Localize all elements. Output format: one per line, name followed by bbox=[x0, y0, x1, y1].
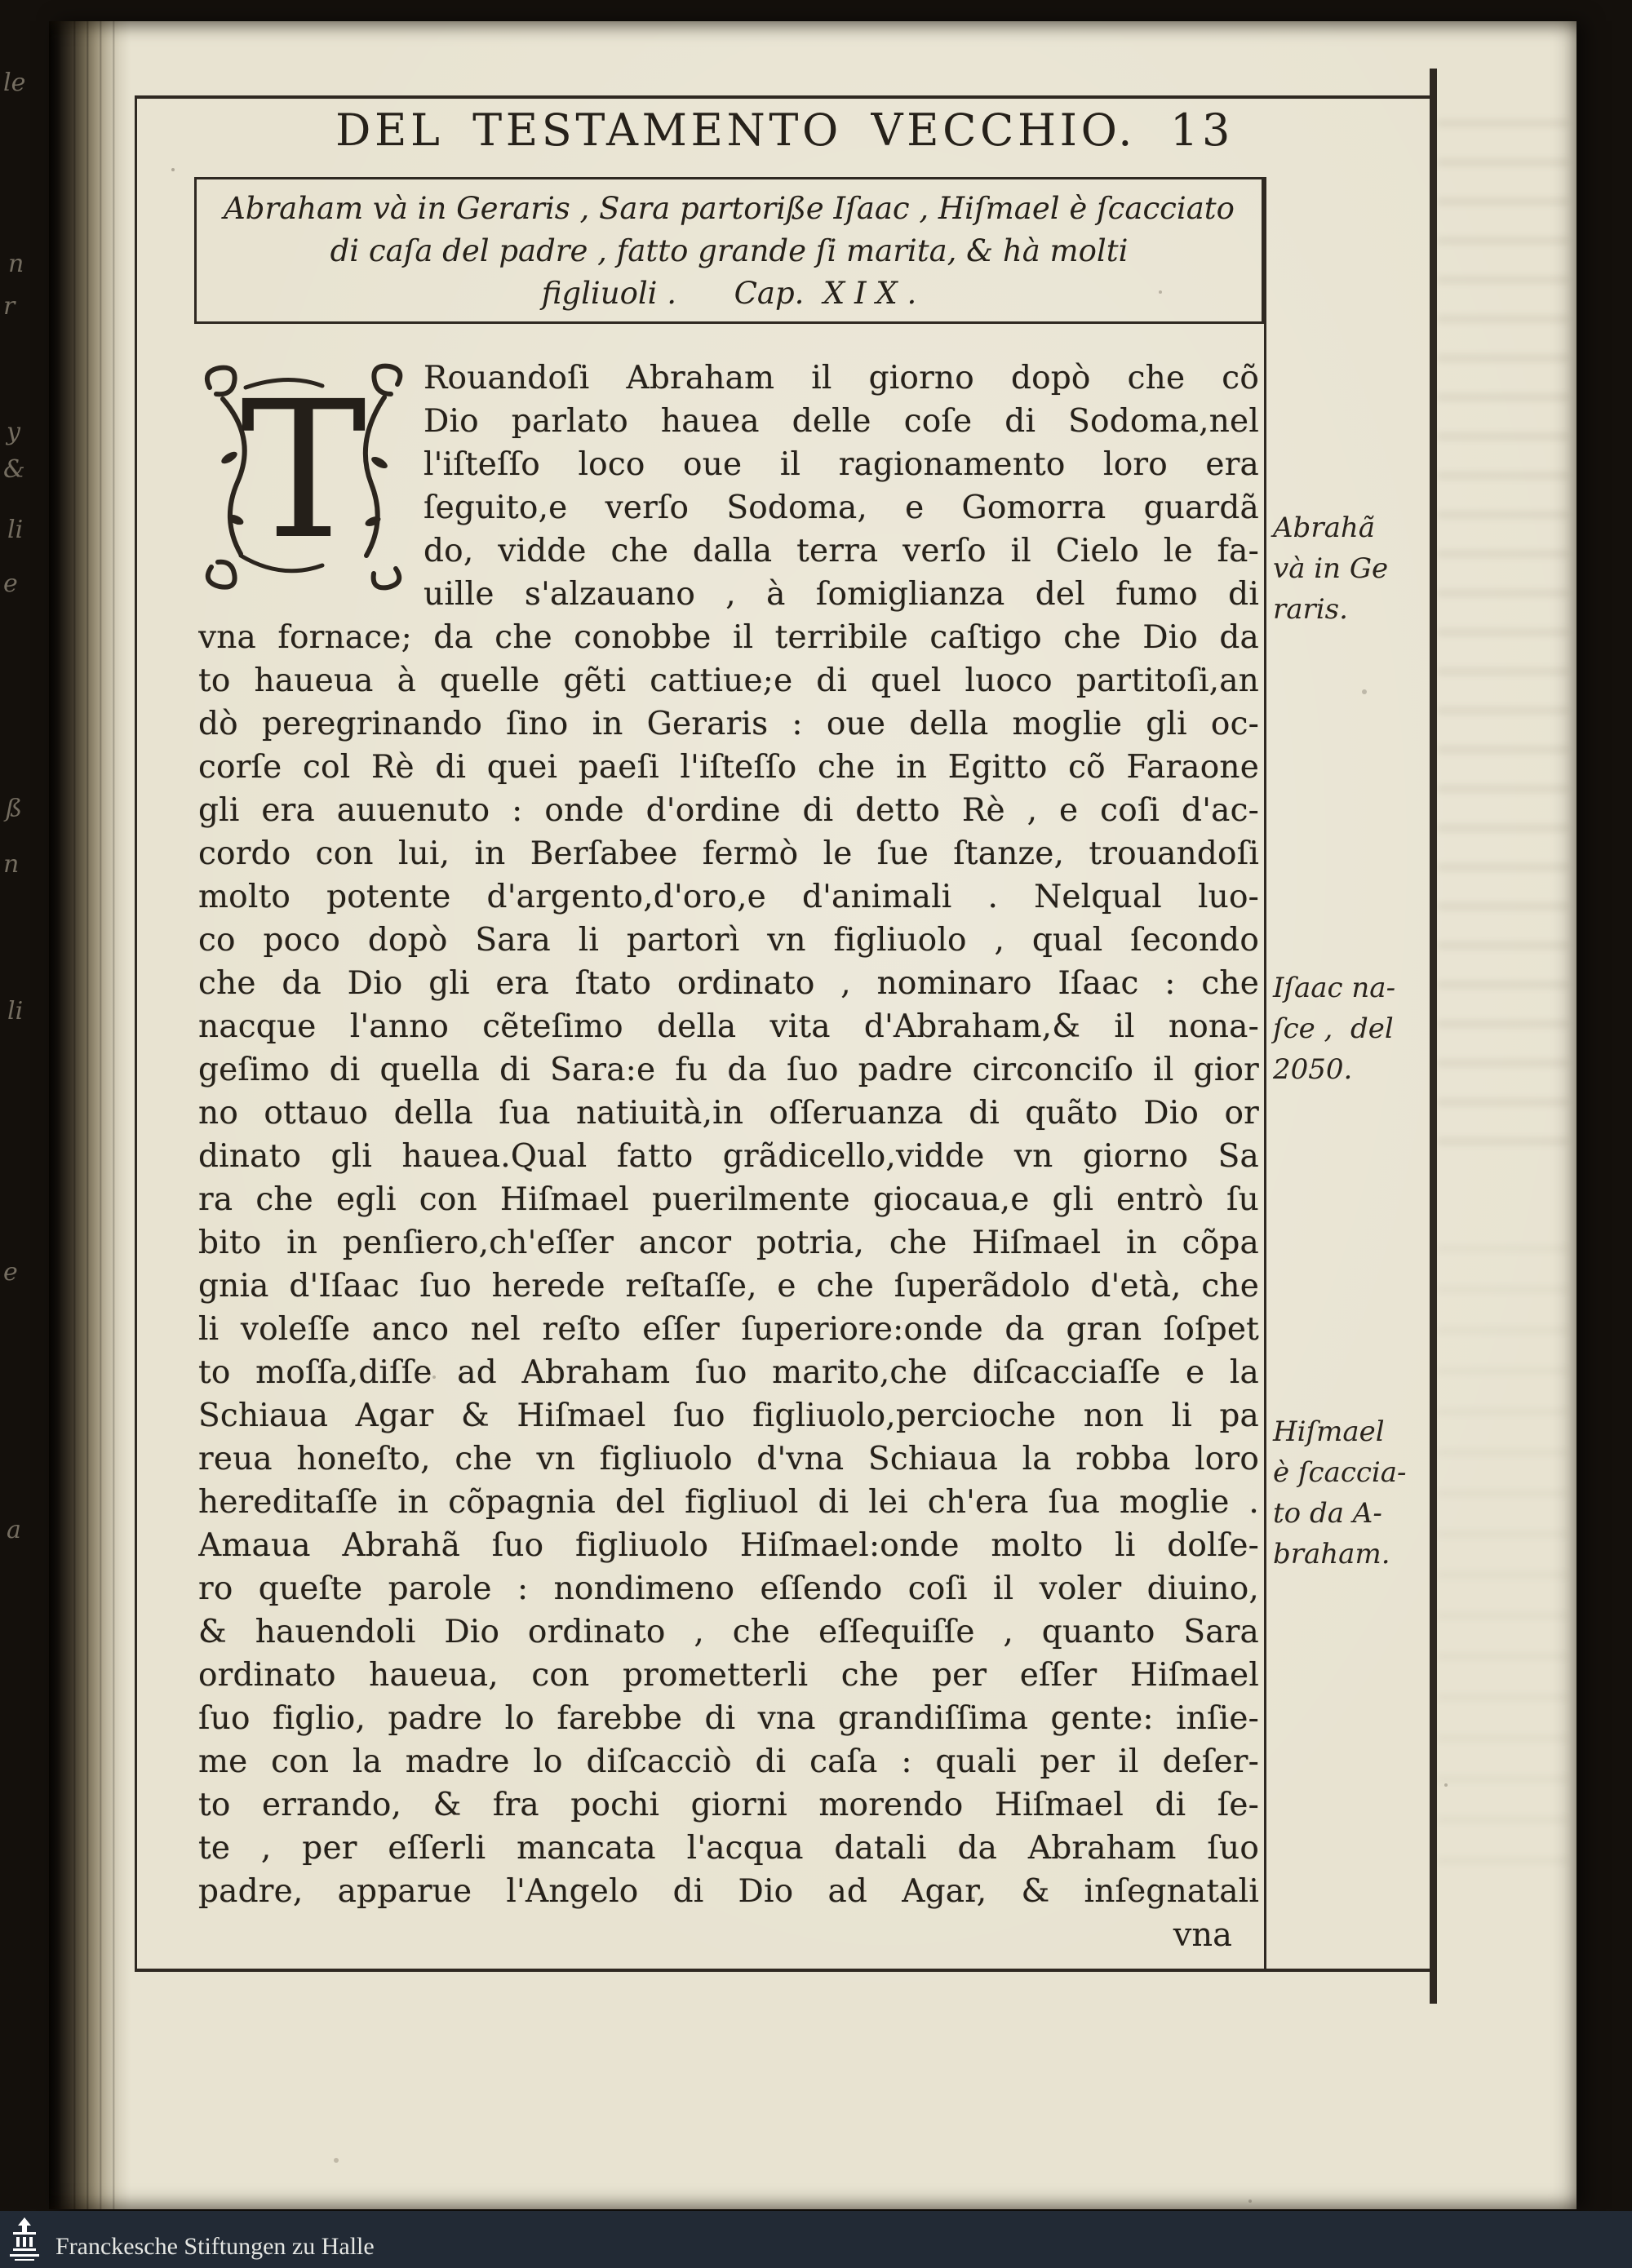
body-line: Schiaua Agar & Hiſmael ſuo figliuolo,percioche non li pa bbox=[198, 1398, 1259, 1434]
body-line: l'iſteſſo loco oue il ragionamento loro era bbox=[424, 446, 1259, 483]
body-line: li voleſſe anco nel reſto eſſer ſuperiore:onde da gran ſoſpet bbox=[198, 1311, 1259, 1348]
margin-note-line: Abrahã bbox=[1273, 512, 1376, 544]
body-line: co poco dopò Sara li partorì vn figliuolo , qual ſecondo bbox=[198, 922, 1259, 959]
frame-bottom-rule bbox=[135, 1969, 1435, 1972]
margin-note-line: raris. bbox=[1273, 593, 1348, 626]
body-line: dò peregrinando ſino in Geraris : oue della moglie gli oc- bbox=[198, 706, 1259, 742]
summary-line: figliuoli . Cap. X I X . bbox=[541, 276, 917, 311]
edge-fragment-text: n bbox=[8, 250, 24, 278]
edge-fragment-text: y bbox=[7, 418, 20, 446]
margin-note-line: è ſcaccia- bbox=[1273, 1456, 1407, 1489]
body-line: gli era auuenuto : onde d'ordine di detto Rè , e coſi d'ac- bbox=[198, 792, 1259, 829]
body-line: to errando, & fra pochi giorni morendo Hiſmael di ſe- bbox=[198, 1787, 1259, 1823]
initial-letter: T bbox=[240, 361, 367, 581]
edge-fragment-text: ß bbox=[6, 795, 23, 823]
body-line: molto potente d'argento,d'oro,e d'animali . Nelqual luo- bbox=[198, 879, 1259, 915]
viewer-footer-bar bbox=[0, 2211, 1632, 2268]
edge-fragment-text: n bbox=[3, 850, 20, 879]
margin-note-hismael-banished bbox=[1273, 1411, 1428, 1575]
margin-note-line: và in Ge bbox=[1273, 552, 1389, 585]
body-line: corſe col Rè di quei paeſi l'iſteſſo che in Egitto cõ Faraone bbox=[198, 749, 1259, 786]
body-line: hereditaſſe in cõpagnia del figliuol di lei ch'era ſua moglie . bbox=[198, 1484, 1259, 1521]
book-page bbox=[49, 21, 1577, 2209]
edge-fragment-text: & bbox=[3, 455, 25, 484]
margin-note-line: 2050. bbox=[1273, 1053, 1353, 1086]
margin-note-line: ſce , del bbox=[1273, 1012, 1394, 1045]
body-line: Dio parlato hauea delle coſe di Sodoma,nel bbox=[424, 403, 1259, 440]
summary-line: di caſa del padre , fatto grande ſi marita, & hà molti bbox=[330, 233, 1129, 268]
body-text bbox=[198, 357, 1259, 1913]
body-line: ordinato haueua, con prometterli che per eſſer Hiſmael bbox=[198, 1657, 1259, 1694]
marginalia-divider-rule bbox=[1264, 177, 1266, 1969]
body-line: no ottauo della ſua natiuità,in oſſeruanza di quãto Dio or bbox=[198, 1095, 1259, 1132]
footer-institution-label: Franckesche Stiftungen zu Halle bbox=[55, 2233, 375, 2260]
body-line: bito in penſiero,ch'eſſer ancor potria, che Hiſmael in cõpa bbox=[198, 1225, 1259, 1261]
margin-note-line: Iſaac na- bbox=[1273, 972, 1396, 1004]
edge-fragment-text: r bbox=[3, 292, 16, 321]
margin-note-line: to da A- bbox=[1273, 1497, 1382, 1530]
edge-fragment-text: li bbox=[7, 516, 24, 544]
body-line: ro queſte parole : nondimeno eſſendo coſi il voler diuino, bbox=[198, 1570, 1259, 1607]
body-line: me con la madre lo diſcacciò di caſa : quali per il deſer- bbox=[198, 1743, 1259, 1780]
edge-fragment-text: e bbox=[3, 1258, 18, 1287]
frame-left-rule bbox=[135, 95, 137, 1972]
body-line: ſuo figlio, padre lo farebbe di vna grandiſſima gente: inſie- bbox=[198, 1700, 1259, 1737]
body-line: cordo con lui, in Berſabee fermò le ſue ſtanze, trouandoſi bbox=[198, 835, 1259, 872]
franckesche-stiftungen-logo-icon bbox=[7, 2217, 42, 2263]
body-line: & hauendoli Dio ordinato , che eſſequiſſe , quanto Sara bbox=[198, 1614, 1259, 1650]
edge-fragment-text: a bbox=[7, 1516, 21, 1544]
body-line: padre, apparue l'Angelo di Dio ad Agar, & inſegnatali bbox=[198, 1873, 1259, 1910]
chapter-summary-box bbox=[194, 177, 1264, 324]
edge-fragment-text: le bbox=[3, 69, 26, 97]
header-title: DEL TESTAMENTO VECCHIO. bbox=[335, 104, 1137, 156]
page-gutter-shadow bbox=[49, 21, 131, 2209]
body-line: uille s'alzauano , à ſomiglianza del fumo di bbox=[424, 576, 1259, 613]
body-line: ſeguito,e verſo Sodoma, e Gomorra guardã bbox=[424, 489, 1259, 526]
left-edge-fragments bbox=[0, 0, 46, 2268]
body-line: gnia d'Iſaac ſuo herede reſtaſſe, e che ſuperãdolo d'età, che bbox=[198, 1268, 1259, 1305]
frame-right-rule bbox=[1430, 69, 1437, 2004]
body-line: geſimo di quella di Sara:e fu da ſuo padre circonciſo il gior bbox=[198, 1052, 1259, 1088]
body-line: te , per eſſerli mancata l'acqua datali da Abraham ſuo bbox=[198, 1830, 1259, 1867]
summary-line: Abraham và in Geraris , Sara partoriße Iſaac , Hiſmael è ſcacciato bbox=[224, 191, 1235, 226]
body-line: to haueua à quelle gẽti cattiue;e di quel luoco partitoſi,an bbox=[198, 662, 1259, 699]
page-number: 13 bbox=[1170, 104, 1234, 156]
edge-fragment-text: li bbox=[7, 997, 24, 1025]
body-line: ra che egli con Hiſmael puerilmente giocaua,e gli entrò ſu bbox=[198, 1181, 1259, 1218]
body-line: do, vidde che dalla terra verſo il Cielo le fa- bbox=[424, 533, 1259, 569]
body-line: reua honeſto, che vn figliuolo d'vna Schiaua la robba loro bbox=[198, 1441, 1259, 1477]
margin-note-abraham-geraris bbox=[1273, 507, 1428, 630]
body-line: to moſſa,diſſe ad Abraham ſuo marito,che diſcacciaſſe e la bbox=[198, 1354, 1259, 1391]
margin-note-line: braham. bbox=[1273, 1538, 1390, 1570]
margin-note-isaac-born bbox=[1273, 968, 1428, 1090]
body-line: dinato gli hauea.Qual fatto grãdicello,vidde vn giorno Sa bbox=[198, 1138, 1259, 1175]
ink-bleedthrough-lower bbox=[1438, 1245, 1568, 1865]
body-line: Rouandoſi Abraham il giorno dopò che cõ bbox=[424, 360, 1259, 396]
margin-note-line: Hiſmael bbox=[1273, 1415, 1385, 1448]
catchword: vna bbox=[1173, 1916, 1232, 1954]
decorative-initial-woodcut bbox=[198, 360, 409, 595]
running-header bbox=[135, 90, 1435, 171]
edge-fragment-text: e bbox=[3, 569, 18, 598]
body-line: vna fornace; da che conobbe il terribile caſtigo che Dio da bbox=[198, 619, 1259, 656]
body-line: che da Dio gli era ſtato ordinato , nominaro Iſaac : che bbox=[198, 965, 1259, 1002]
body-line: Amaua Abrahã ſuo figliuolo Hiſmael:onde molto li dolſe- bbox=[198, 1527, 1259, 1564]
body-line: nacque l'anno cẽteſimo della vita d'Abraham,& il nona- bbox=[198, 1008, 1259, 1045]
ink-bleedthrough-upper bbox=[1438, 119, 1568, 1147]
